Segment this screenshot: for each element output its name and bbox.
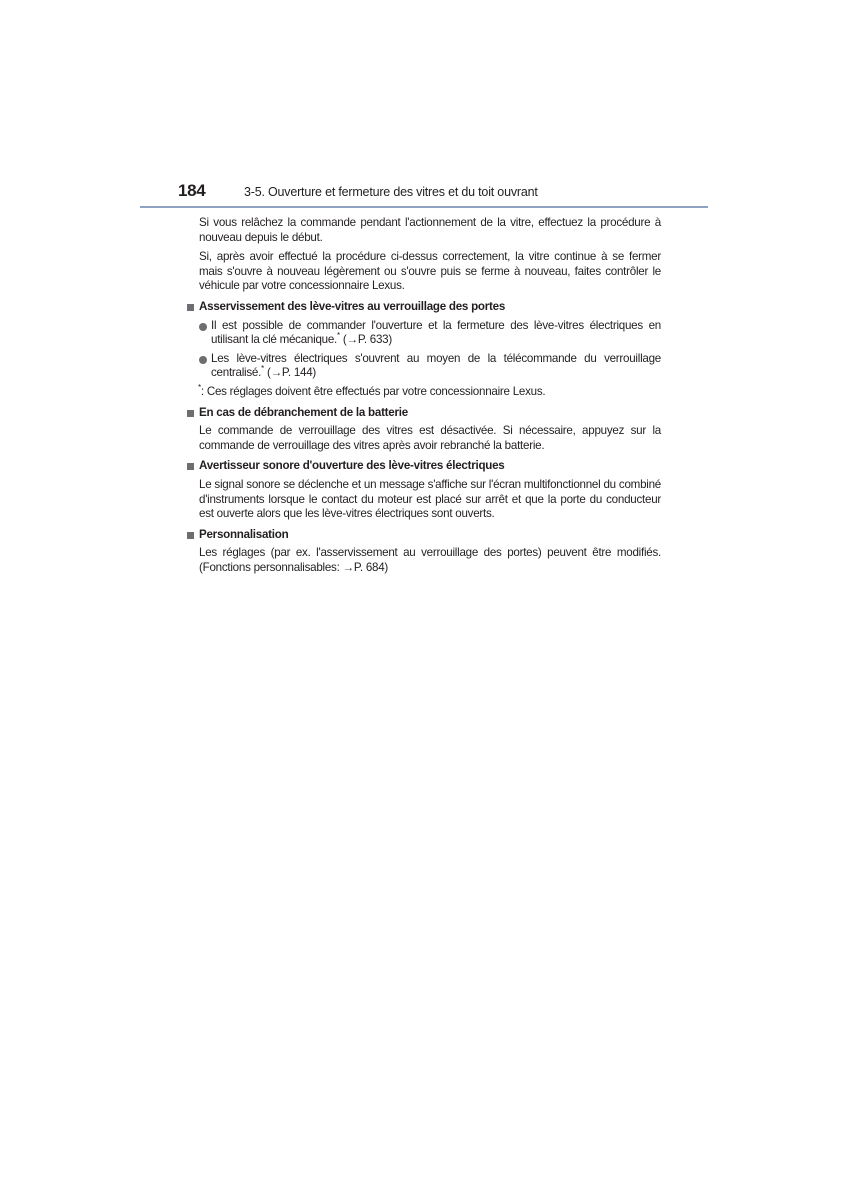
footnote-text: : Ces réglages doivent être effectués par votre concessionnaire Lexus. <box>200 384 546 398</box>
section-heading-text: Avertisseur sonore d'ouverture des lève-vitres électriques <box>199 459 505 473</box>
page-number: 184 <box>178 181 206 200</box>
section-heading-text: Asservissement des lève-vitres au verrouillage des portes <box>199 299 506 313</box>
bullet-item-cle-mecanique <box>186 319 661 348</box>
chapter-title: 3-5. Ouverture et fermeture des vitres et du toit ouvrant <box>244 185 538 199</box>
page-reference: (→P. 144) <box>266 366 317 380</box>
square-bullet-icon <box>187 410 194 417</box>
section-heading-avertisseur <box>186 459 661 474</box>
footnote <box>186 385 661 400</box>
section-heading-personnalisation <box>186 528 661 543</box>
intro-paragraph-1: Si vous relâchez la commande pendant l'actionnement de la vitre, effectuez la procédure à nouveau depuis le début. <box>199 216 661 244</box>
square-bullet-icon <box>187 532 194 539</box>
section-body-personnalisation: Les réglages (par ex. l'asservissement au verrouillage des portes) peuvent être modifiés. (Fonctions personnalisables: →P. 684) <box>199 546 661 574</box>
bullet-text: Les lève-vitres électriques s'ouvrent au moyen de la télécommande du verrouillage centralisé. <box>211 351 661 380</box>
asterisk-mark: * <box>261 364 264 374</box>
footnote-mark: * <box>198 383 201 393</box>
section-body-avertisseur: Le signal sonore se déclenche et un message s'affiche sur l'écran multifonctionnel du combiné d'instruments lorsque le contact du moteur est placé sur arrêt et que la porte du conducteur est ouverte alors que les lève-vitres électriques sont ouverts. <box>199 477 661 521</box>
page-header <box>178 181 708 207</box>
section-heading-batterie <box>186 406 661 421</box>
round-bullet-icon <box>199 356 207 364</box>
bullet-item-telecommande <box>186 352 661 381</box>
section-body-batterie: Le commande de verrouillage des vitres est désactivée. Si nécessaire, appuyez sur la commande de verrouillage des vitres après avoir rebranché la batterie. <box>199 424 661 452</box>
section-heading-text: En cas de débranchement de la batterie <box>199 405 408 419</box>
page-content <box>186 216 661 580</box>
section-heading-asservissement <box>186 300 661 315</box>
page-reference: (→P. 633) <box>342 333 392 347</box>
bullet-text: Il est possible de commander l'ouverture et la fermeture des lève-vitres électriques en utilisant la clé mécanique. <box>211 318 661 347</box>
intro-paragraph-2: Si, après avoir effectué la procédure ci-dessus correctement, la vitre continue à se fermer mais s'ouvre à nouveau légèrement ou s'ouvre puis se ferme à nouveau, faites contrôler le véhicule par votre concessionnaire Lexus. <box>199 250 661 293</box>
square-bullet-icon <box>187 304 194 311</box>
asterisk-mark: * <box>337 331 340 341</box>
square-bullet-icon <box>187 463 194 470</box>
header-rule <box>140 206 708 208</box>
round-bullet-icon <box>199 323 207 331</box>
section-heading-text: Personnalisation <box>199 527 289 541</box>
